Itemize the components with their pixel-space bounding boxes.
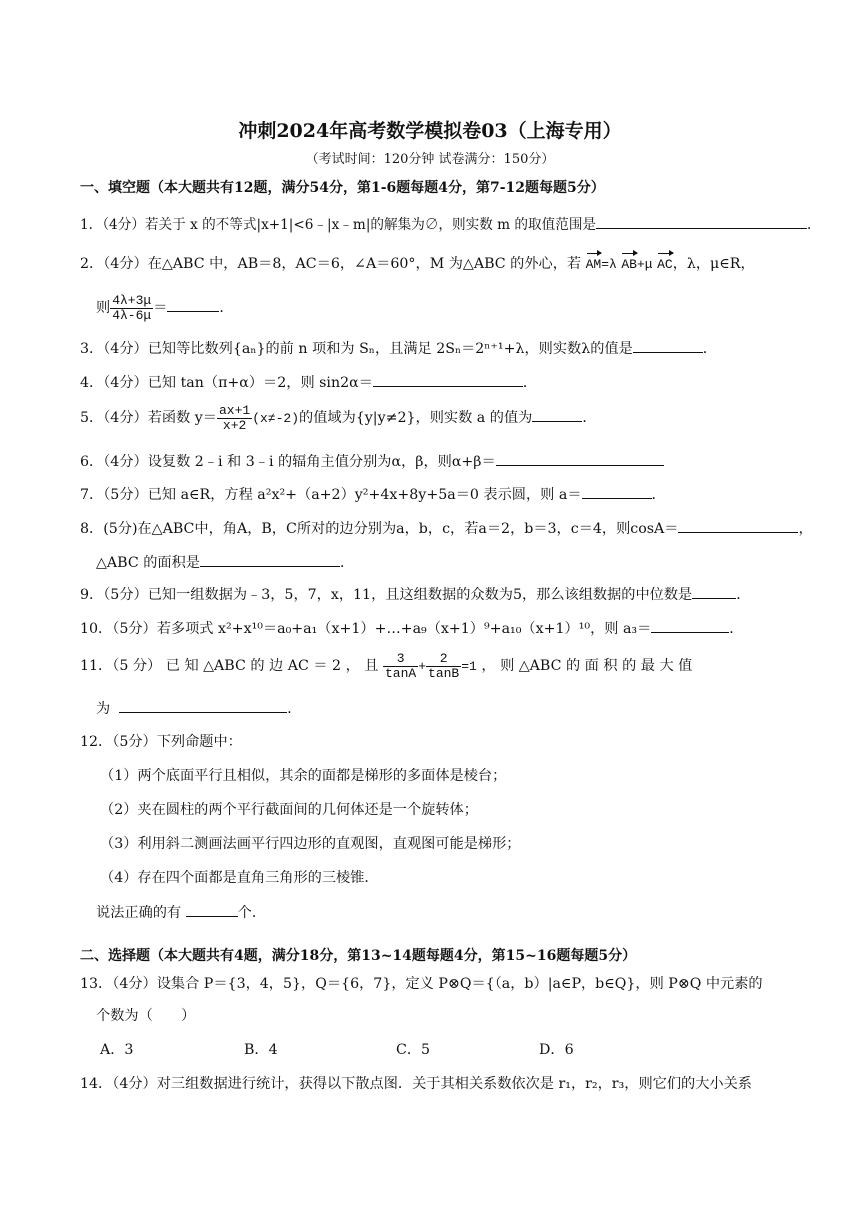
- question-text: 10．（5分）若多项式 x²+x¹⁰＝a₀+a₁（x+1）+…+a₉（x+1）⁹+a₁₀（x+1）¹⁰，则 a₃＝: [80, 621, 652, 637]
- question-text: 2．（4分）在△ABC 中，AB＝8，AC＝6，∠A＝60°，M 为△ABC 的外心，若: [80, 256, 582, 272]
- answer-blank: [119, 698, 287, 713]
- question-12: [80, 732, 242, 752]
- question-11: 11．（5 分） 已 知 △ABC 的 边 AC ＝ 2 ， 且 $\frac{3}{\tan A}$ + $\frac{2}{\tan B}$ =1 ， 则 △ABC 的 面 积 的 最 大 值: [80, 650, 693, 681]
- question-text: 11．（5 分） 已 知 △ABC 的 边 AC ＝ 2 ， 且: [80, 658, 379, 674]
- question-12-answer: 说法正确的有 个．: [96, 902, 266, 923]
- answer-blank: [692, 584, 736, 599]
- question-text: 9．（5分）已知一组数据为﹣3，5，7，x，11，且这组数据的众数为5，那么该组数据的中位数是: [80, 587, 693, 603]
- answer-blank: [633, 338, 703, 353]
- answer-blank: [186, 902, 238, 917]
- answer-blank: [200, 552, 340, 567]
- option-b[interactable]: B．4: [244, 1042, 278, 1058]
- section-heading-choice: 二、选择题（本大题共有4题，满分18分，第13~14题每题4分，第15~16题每题5分）: [80, 948, 637, 964]
- question-text: 1．（4分）若关于 x 的不等式|x+1|<6﹣|x﹣m|的解集为∅，则实数 m 的取值范围是: [80, 217, 597, 233]
- answer-blank: [373, 372, 523, 387]
- vector-am: AM: [586, 255, 602, 275]
- question-11-cont: 为 ．: [96, 698, 301, 719]
- option-a[interactable]: A．3: [100, 1042, 134, 1058]
- answer-blank: [678, 518, 798, 533]
- question-9: 9．（5分）已知一组数据为﹣3，5，7，x，11，且这组数据的众数为5，那么该组数据的中位数是 ．: [80, 584, 750, 605]
- section-heading-fill-in: 一、填空题（本大题共有12题，满分54分，第1-6题每题4分，第7-12题每题5分）: [80, 180, 605, 196]
- answer-blank: [596, 214, 807, 229]
- question-13: [80, 974, 763, 994]
- question-14: [80, 1074, 752, 1094]
- question-8-cont: △ABC 的面积是 ．: [96, 552, 354, 573]
- question-text: 13．（4分）设集合 P＝{3，4，5}，Q＝{6，7}，定义 P⊗Q＝{（a，b）|a∈P，b∈Q}，则 P⊗Q 中元素的: [80, 976, 763, 992]
- question-text: 6．（4分）设复数 2﹣i 和 3﹣i 的辐角主值分别为α，β，则α+β＝: [80, 454, 496, 470]
- question-text: 8．(5分)在△ABC中，角A，B，C所对的边分别为a，b，c，若a＝2，b＝3，c＝4，则cosA＝: [80, 521, 679, 537]
- question-1: 1．（4分）若关于 x 的不等式|x+1|<6﹣|x﹣m|的解集为∅，则实数 m 的取值范围是 ．: [80, 214, 821, 235]
- question-6: [80, 451, 664, 472]
- answer-blank: [167, 297, 219, 312]
- question-8: 8．(5分)在△ABC中，角A，B，C所对的边分别为a，b，c，若a＝2，b＝3，c＝4，则cosA＝ ，: [80, 518, 813, 539]
- statement-3: （3）利用斜二测画法画平行四边形的直观图，直观图可能是梯形；: [100, 836, 521, 852]
- answer-blank: [496, 451, 664, 466]
- question-text: 12．（5分）下列命题中：: [80, 734, 242, 750]
- question-text: 4．（4分）已知 tan（π+α）＝2，则 sin2α＝: [80, 375, 373, 391]
- statement-2: （2）夹在圆柱的两个平行截面间的几何体还是一个旋转体；: [100, 802, 478, 818]
- question-3: 3．（4分）已知等比数列{aₙ}的前 n 项和为 Sₙ，且满足 2Sₙ＝2ⁿ⁺¹+λ，则实数λ的值是 ．: [80, 338, 717, 359]
- statement-1: （1）两个底面平行且相似，其余的面都是梯形的多面体是棱台；: [100, 768, 507, 784]
- answer-blank: [582, 484, 652, 499]
- page-subtitle: （考试时间：120分钟 试卷满分：150分）: [305, 152, 555, 167]
- answer-blank: [651, 618, 729, 633]
- answer-blank: [532, 407, 582, 422]
- question-10: 10．（5分）若多项式 x²+x¹⁰＝a₀+a₁（x+1）+…+a₉（x+1）⁹+a₁₀（x+1）¹⁰，则 a₃＝ ．: [80, 618, 744, 639]
- fraction: $\frac{3}{\tan A}$: [385, 650, 417, 681]
- option-c[interactable]: C．5: [396, 1042, 431, 1058]
- question-2-cont: 则 $\frac{4\lambda+3\mu}{4\lambda-6\mu}$ ＝ ．: [96, 292, 234, 323]
- question-4: 4．（4分）已知 tan（π+α）＝2，则 sin2α＝ ．: [80, 372, 537, 393]
- vector-ac: AC: [657, 255, 673, 275]
- question-text: 14．（4分）对三组数据进行统计，获得以下散点图．关于其相关系数依次是 r₁，r₂，r₃，则它们的大小关系: [80, 1076, 752, 1092]
- page-title: 冲刺2024年高考数学模拟卷03（上海专用）: [238, 120, 622, 142]
- fraction: $\frac{2}{\tan B}$: [428, 650, 460, 681]
- vector-ab: AB: [621, 255, 637, 275]
- question-text: 3．（4分）已知等比数列{aₙ}的前 n 项和为 Sₙ，且满足 2Sₙ＝2ⁿ⁺¹+λ，则实数λ的值是: [80, 341, 633, 357]
- question-text: 7．（5分）已知 a∈R，方程 a²x²+（a+2）y²+4x+8y+5a＝0 表示圆，则 a＝: [80, 487, 582, 503]
- question-5: 5．（4分）若函数 y＝ $\frac{ax+1}{x+2}$ (x≠-2)的值域为{y|y≠2}，则实数 a 的值为 ．: [80, 402, 597, 433]
- question-2: 2．（4分）在△ABC 中，AB＝8，AC＝6，∠A＝60°，M 为△ABC 的外心，若 AM=λ AB+μ AC，λ，μ∈R，: [80, 254, 755, 275]
- question-7: 7．（5分）已知 a∈R，方程 a²x²+（a+2）y²+4x+8y+5a＝0 表示圆，则 a＝ ．: [80, 484, 666, 505]
- statement-4: （4）存在四个面都是直角三角形的三棱锥．: [100, 870, 379, 886]
- question-text: 5．（4分）若函数 y＝: [80, 410, 217, 426]
- question-13-cont: 个数为（ ）: [96, 1008, 196, 1024]
- option-d[interactable]: D．6: [539, 1042, 574, 1058]
- fraction: $\frac{4\lambda+3\mu}{4\lambda-6\mu}$: [112, 292, 152, 323]
- fraction: $\frac{ax+1}{x+2}$: [218, 402, 251, 433]
